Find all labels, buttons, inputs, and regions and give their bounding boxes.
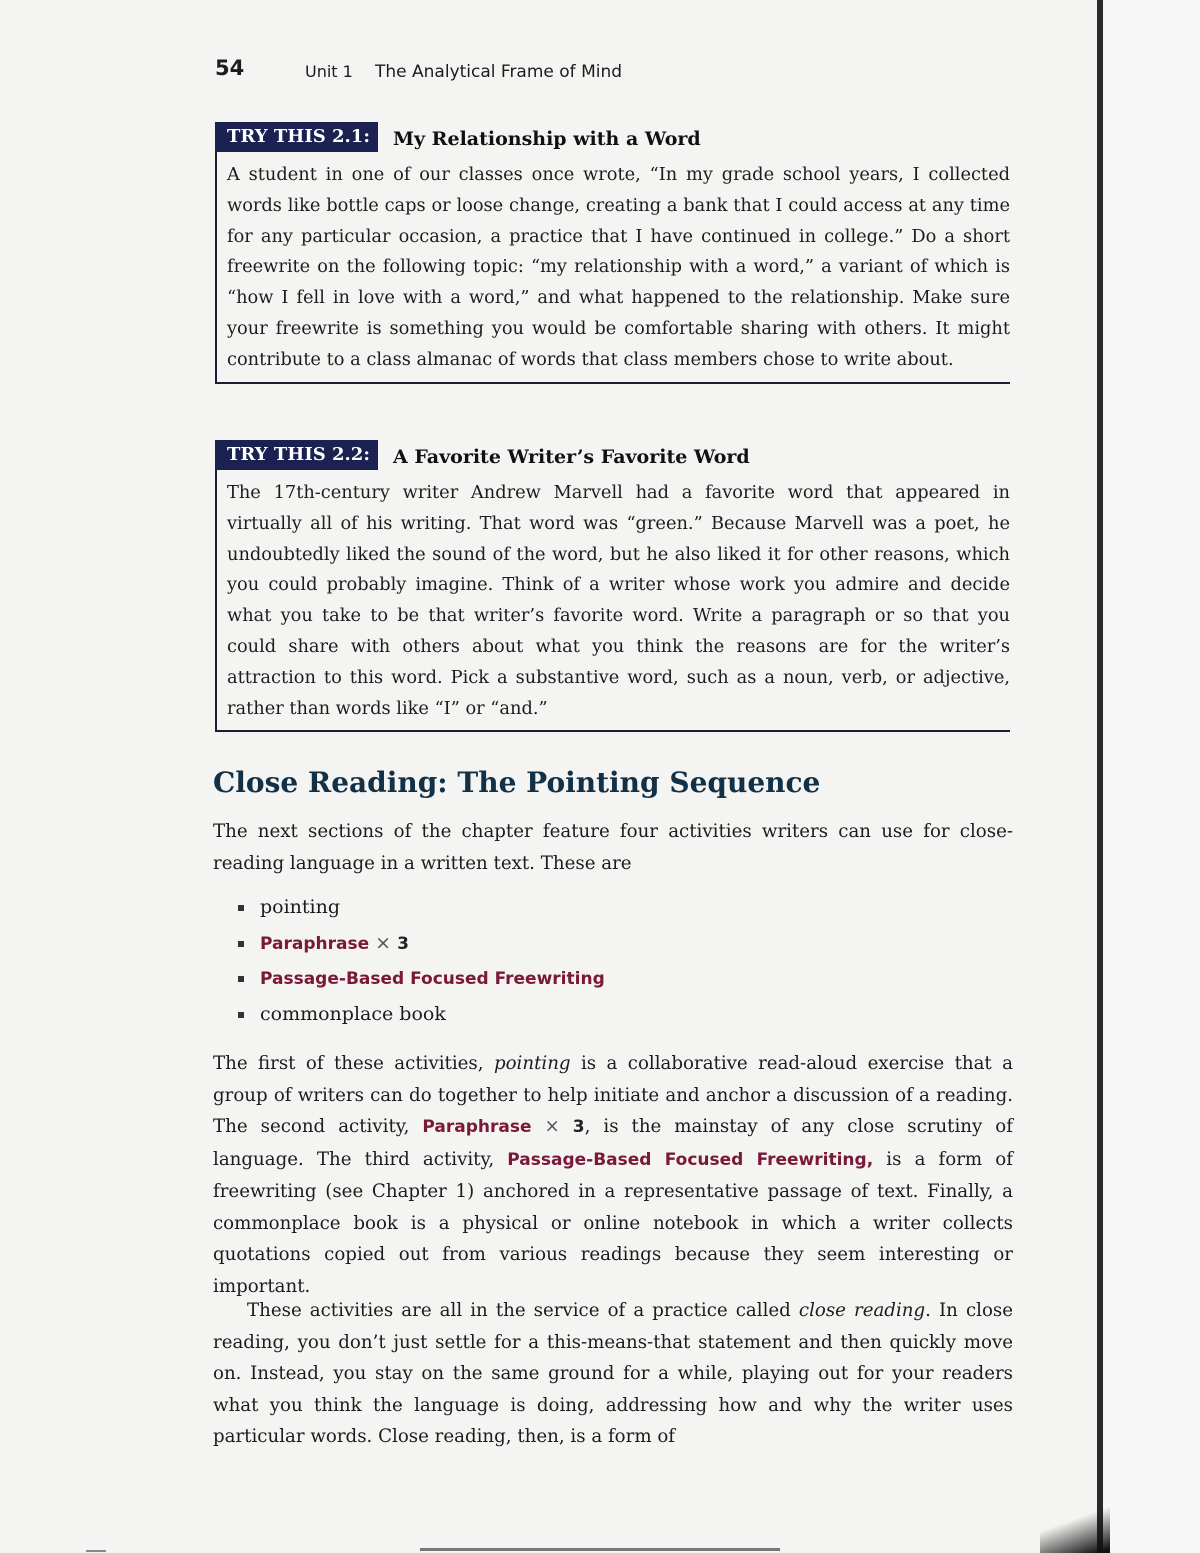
key-term: Paraphrase bbox=[260, 933, 370, 954]
activity-list bbox=[236, 890, 605, 1032]
list-item bbox=[236, 926, 605, 962]
try-this-title: A Favorite Writer’s Favorite Word bbox=[393, 446, 750, 468]
key-term: Passage-Based Focused Freewriting bbox=[260, 969, 605, 989]
scan-mark bbox=[420, 1548, 780, 1551]
try-this-tag: TRY THIS 2.1: bbox=[215, 122, 378, 152]
body-paragraph bbox=[213, 1048, 1013, 1302]
emphasis: close reading bbox=[798, 1300, 926, 1321]
running-head bbox=[215, 56, 1015, 88]
text-run: is a collaborative read-aloud exercise that a group of writers can do together to help initiate and anchor a discussion of a reading. The second activity, bbox=[213, 1053, 1013, 1137]
try-this-tag: TRY THIS 2.2: bbox=[215, 440, 378, 470]
times-symbol: × bbox=[375, 931, 392, 954]
section-heading: Close Reading: The Pointing Sequence bbox=[213, 766, 821, 799]
text-run: These activities are all in the service of a practice called bbox=[247, 1300, 799, 1321]
times-symbol: × bbox=[544, 1116, 560, 1137]
try-this-body: The 17th-century writer Andrew Marvell had a favorite word that appeared in virtually all of his writing. That word was “green.” Because Marvell was a poet, he undoubtedly liked the sound of the word, but he also liked it for other reasons, which you could probably imagine. Think of a writer whose work you admire and decide what you take to be that writer’s favorite word. Write a paragraph or so that you could share with others about what you think the reasons are for the writer’s attraction to this word. Pick a substantive word, such as a noun, verb, or adjective, rather than words like “I” or “and.” bbox=[227, 482, 1010, 719]
try-this-header bbox=[217, 122, 1010, 154]
text-run: , is the mainstay of any close scrutiny of language. The third activity, bbox=[213, 1116, 1013, 1170]
try-this-header bbox=[217, 440, 1010, 472]
key-term-number: 3 bbox=[572, 1117, 585, 1137]
emphasis: pointing bbox=[493, 1053, 571, 1074]
key-term: Passage-Based Focused Freewriting, bbox=[507, 1149, 874, 1170]
scan-margin bbox=[1103, 0, 1200, 1553]
key-term: Paraphrase bbox=[422, 1117, 532, 1137]
list-item bbox=[236, 997, 605, 1033]
list-item bbox=[236, 961, 605, 997]
try-this-box-2-1 bbox=[215, 122, 1010, 384]
page-curl-shadow bbox=[1040, 1500, 1110, 1553]
text-run: . In close reading, you don’t just settle for a this-means-that statement and then quickly move on. Instead, you stay on the same ground for a while, playing out for your readers what you think the language is doing, addressing how and why the writer uses particular words. Close reading, then, is a form of bbox=[213, 1300, 1013, 1447]
intro-paragraph: The next sections of the chapter feature four activities writers can use for close-reading language in a written text. These are bbox=[213, 821, 1013, 874]
body-paragraph bbox=[213, 1295, 1013, 1453]
try-this-title: My Relationship with a Word bbox=[393, 128, 701, 150]
unit-title: The Analytical Frame of Mind bbox=[375, 62, 623, 82]
scan-mark bbox=[86, 1550, 106, 1552]
try-this-body: A student in one of our classes once wrote, “In my grade school years, I collected words like bottle caps or loose change, creating a bank that I could access at any time for any particular occasion, a practice that I have continued in college.” Do a short freewrite on the following topic: “my relationship with a word,” a variant of which is “how I fell in love with a word,” and what happened to the relationship. Make sure your freewrite is something you would be comfortable sharing with others. It might contribute to a class almanac of words that class members chose to write about. bbox=[227, 164, 1010, 370]
text-run: is a form of freewriting (see Chapter 1) anchored in a representative passage of text. Finally, a commonplace book is a physical or online notebook in which a writer collects quotations copied out from various readings because they seem interesting or important. bbox=[213, 1148, 1013, 1297]
unit-label: Unit 1 bbox=[305, 62, 353, 81]
list-item-text: commonplace book bbox=[260, 1002, 446, 1025]
key-term-number: 3 bbox=[397, 933, 409, 954]
text-run: The first of these activities, bbox=[213, 1053, 494, 1074]
list-item-text: pointing bbox=[260, 896, 341, 918]
page-number: 54 bbox=[215, 56, 245, 80]
try-this-box-2-2 bbox=[215, 440, 1010, 732]
list-item bbox=[236, 890, 605, 926]
